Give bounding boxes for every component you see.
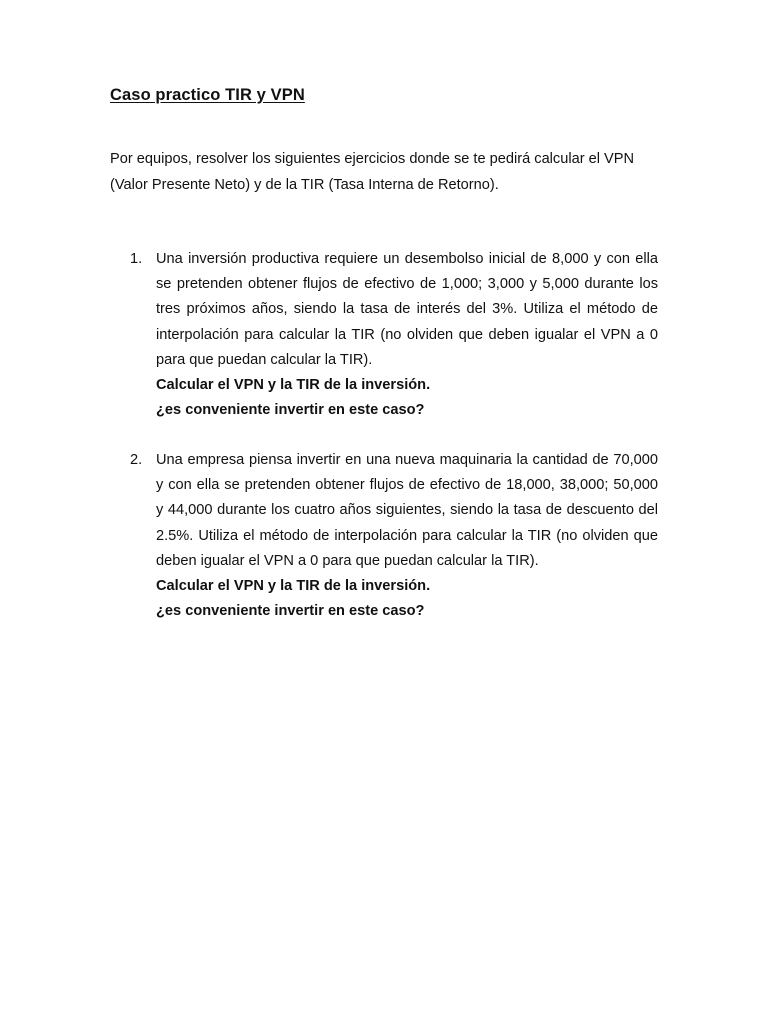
exercise-number: 2. — [130, 452, 143, 468]
exercise-question: ¿es conveniente invertir en este caso? — [156, 402, 425, 419]
exercise-1 — [110, 247, 658, 423]
intro-line: Por equipos, resolver los siguientes ejercicios donde se te pedirá calcular el VPN — [110, 151, 635, 167]
exercise-body — [156, 448, 658, 624]
exercise-number: 1. — [130, 251, 143, 267]
intro-line: (Valor Presente Neto) y de la TIR (Tasa Interna de Retorno). — [110, 176, 499, 193]
exercise-text: Una empresa piensa invertir en una nueva maquinaria la cantidad de 70,000 y con ella se pretenden obtener flujos de efectivo de 18,000, 38,000; 50,000 y 44,000 durante los cuatro años siguientes, siendo la tasa de descuento del 2.5%. Utiliza el método de interpolación para calcular la TIR (no olviden que deben igualar el VPN a 0 para que puedan calcular la TIR). — [156, 452, 658, 569]
exercise-body — [156, 247, 658, 423]
exercise-2 — [110, 448, 658, 624]
intro-paragraph — [110, 147, 660, 198]
exercise-question: ¿es conveniente invertir en este caso? — [156, 603, 425, 620]
document-title: Caso practico TIR y VPN — [110, 86, 305, 104]
exercise-text: Una inversión productiva requiere un desembolso inicial de 8,000 y con ella se pretenden obtener flujos de efectivo de 1,000; 3,000 y 5,000 durante los tres próximos años, siendo la tasa de interés del 3%. Utiliza el método de interpolación para calcular la TIR (no olviden que deben igualar el VPN a 0 para que puedan calcular la TIR). — [156, 251, 658, 368]
exercise-question: Calcular el VPN y la TIR de la inversión. — [156, 377, 431, 394]
exercise-question: Calcular el VPN y la TIR de la inversión. — [156, 578, 431, 595]
